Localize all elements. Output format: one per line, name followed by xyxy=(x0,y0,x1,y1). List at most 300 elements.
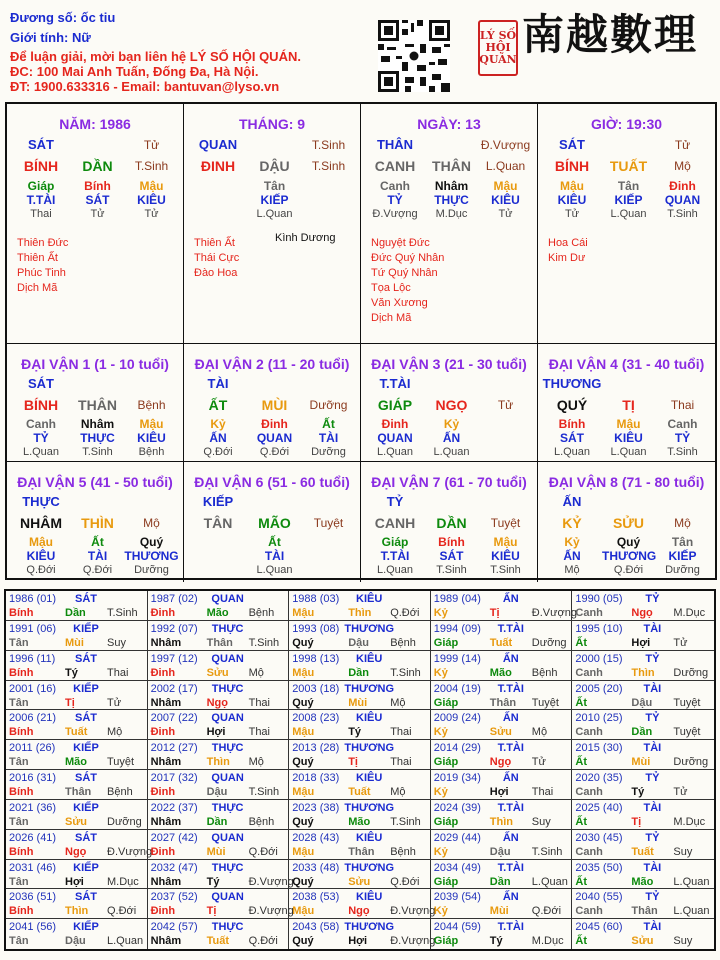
hidden-stage: Bệnh xyxy=(138,446,165,458)
year-stem: Canh xyxy=(575,666,603,679)
year-stem: Bính xyxy=(9,905,34,918)
year-label: 1998 (13) xyxy=(292,652,340,665)
year-stage: Bệnh xyxy=(248,607,275,619)
year-stage: Mộ xyxy=(107,726,123,739)
hidden-god: KIẾP xyxy=(260,193,289,207)
dai-van-3 xyxy=(361,344,538,462)
hidden-stage: T.Sinh xyxy=(667,446,698,458)
year-stage: T.Sinh xyxy=(390,666,421,679)
year-stem: Bính xyxy=(9,666,34,679)
year-stage: Suy xyxy=(531,815,551,828)
year-label: 1986 (01) xyxy=(9,593,57,605)
year-stem: Tân xyxy=(9,756,29,769)
hidden-stem: Giáp xyxy=(381,535,409,549)
year-stage: Mộ xyxy=(531,726,548,739)
year-stage: Đ.Vượng xyxy=(107,845,153,858)
year-stem: Canh xyxy=(575,607,603,619)
hidden-stem: Ất xyxy=(268,535,281,549)
year-label: 2039 (54) xyxy=(433,891,481,904)
year-ten-god: ẤN xyxy=(502,772,519,784)
year-cell xyxy=(6,860,148,890)
year-ten-god: KIẾP xyxy=(73,742,99,755)
year-branch: Hợi xyxy=(206,726,226,739)
year-branch: Dậu xyxy=(631,696,653,709)
year-stage: Q.Đới xyxy=(390,607,420,619)
year-stage: L.Quan xyxy=(673,875,710,888)
year-label: 2020 (35) xyxy=(575,772,623,784)
hidden-stem: Bính xyxy=(438,535,465,549)
year-ten-god: QUAN xyxy=(211,712,244,725)
year-ten-god: TÀI xyxy=(643,861,662,874)
hidden-god: T.TÀI xyxy=(26,193,56,207)
hidden-god: TÀI xyxy=(264,549,285,563)
dai-van-top-god: TỶ xyxy=(386,494,404,509)
star-list: Thiên Ất Thái Cực Đào Hoa xyxy=(194,237,240,279)
dai-van-branch: MÙI xyxy=(261,397,288,413)
year-ten-god: T.TÀI xyxy=(497,921,524,934)
year-branch: Mão xyxy=(65,756,87,769)
year-stem: Canh xyxy=(575,786,603,798)
year-branch: Dần xyxy=(631,726,653,739)
year-branch: Hợi xyxy=(489,786,509,798)
year-label: 2041 (56) xyxy=(9,921,57,934)
year-label: 2036 (51) xyxy=(9,891,57,904)
year-ten-god: TỶ xyxy=(645,772,660,784)
year-stem: Ất xyxy=(575,756,587,769)
year-stage: L.Quan xyxy=(673,905,710,918)
year-ten-god: THỰC xyxy=(211,682,244,695)
year-cell xyxy=(431,621,573,651)
year-label: 2042 (57) xyxy=(150,921,198,934)
year-branch: Tý xyxy=(65,666,78,679)
pillar-stage: T.Sinh xyxy=(134,159,169,173)
year-cell xyxy=(6,621,148,651)
pillar-top-stage: T.Sinh xyxy=(311,138,346,152)
year-branch: Tuất xyxy=(65,726,88,739)
year-label: 1990 (05) xyxy=(575,593,623,605)
year-label: 2015 (30) xyxy=(575,742,623,755)
year-ten-god: ẤN xyxy=(502,891,519,904)
year-branch: Tý xyxy=(348,726,362,739)
hidden-stage: L.Quan xyxy=(376,564,414,576)
year-stem: Bính xyxy=(9,726,34,739)
year-branch: Ngọ xyxy=(631,607,653,619)
dai-van-stage: Tử xyxy=(497,398,514,412)
dai-van-branch: THÌN xyxy=(81,515,114,531)
qr-code-icon[interactable] xyxy=(378,20,450,92)
star-list: Nguyệt Đức Đức Quý Nhân Tứ Quý Nhân Tọa Lộc Văn Xương Dịch Mã xyxy=(371,237,445,324)
year-stage: Suy xyxy=(673,845,693,858)
year-label: 2016 (31) xyxy=(9,772,57,784)
year-label: 2002 (17) xyxy=(150,682,198,695)
year-stage: Bệnh xyxy=(531,666,558,679)
hidden-stage: Dưỡng xyxy=(134,564,169,576)
hidden-god: ẤN xyxy=(563,549,581,563)
pillar-stem: CANH xyxy=(374,158,416,174)
star-list: Thiên Đức Thiên Ất Phúc Tinh Dịch Mã xyxy=(17,237,69,294)
hidden-god: KIẾP xyxy=(614,193,643,207)
year-branch: Mùi xyxy=(206,845,226,858)
pillar-title: NGÀY: 13 xyxy=(417,116,481,132)
year-ten-god: THƯƠNG xyxy=(344,921,395,934)
hidden-stem: Mậu xyxy=(616,417,641,431)
year-label: 1996 (11) xyxy=(9,652,56,665)
dai-van-stem: GIÁP xyxy=(377,397,413,413)
year-branch: Thìn xyxy=(489,815,514,828)
hidden-stage: Dưỡng xyxy=(665,564,700,576)
year-branch: Ngọ xyxy=(348,905,370,918)
hidden-stage: L.Quan xyxy=(610,446,647,458)
year-branch: Dậu xyxy=(348,636,369,649)
year-stage: M.Dục xyxy=(531,935,564,948)
year-ten-god: THƯƠNG xyxy=(344,622,395,635)
year-cell xyxy=(6,651,148,681)
dai-van-title: ĐẠI VẬN 3 (21 - 30 tuổi) xyxy=(371,356,527,372)
hidden-god: KIÊU xyxy=(137,431,166,445)
year-branch: Tị xyxy=(489,607,500,619)
year-stage: L.Quan xyxy=(107,935,144,948)
pillar-title: GIỜ: 19:30 xyxy=(590,116,663,132)
year-ten-god: TÀI xyxy=(643,742,662,755)
hidden-stem: Đinh xyxy=(669,179,696,193)
year-cell xyxy=(148,919,290,949)
year-branch: Tị xyxy=(348,756,358,769)
hidden-stem: Bính xyxy=(84,179,111,193)
year-branch: Hợi xyxy=(631,636,651,649)
hidden-stem: Mậu xyxy=(493,179,518,193)
year-branch: Tuất xyxy=(206,935,229,948)
year-stem: Tân xyxy=(9,875,29,888)
year-branch: Dậu xyxy=(65,935,86,948)
year-stem: Kỷ xyxy=(433,845,448,858)
year-cell xyxy=(572,621,714,651)
year-stage: Mộ xyxy=(390,786,406,798)
year-label: 2005 (20) xyxy=(575,682,623,695)
hidden-stem: Tân xyxy=(617,179,640,193)
year-cell xyxy=(289,919,436,949)
year-cell xyxy=(572,740,714,770)
year-ten-god: TÀI xyxy=(643,921,662,934)
star-negative: Kình Dương xyxy=(275,232,336,244)
year-branch: Mão xyxy=(206,607,229,619)
year-stem: Ất xyxy=(575,636,587,649)
year-ten-god: TÀI xyxy=(643,622,662,635)
year-label: 2029 (44) xyxy=(433,831,481,844)
hidden-god: KIÊU xyxy=(614,431,643,445)
year-stage: Tuyệt xyxy=(673,696,701,709)
year-ten-god: SÁT xyxy=(75,652,97,665)
year-stage: Thai xyxy=(390,756,412,769)
year-label: 2013 (28) xyxy=(292,742,340,755)
hidden-stage: T.Sinh xyxy=(667,208,698,220)
year-cell xyxy=(572,770,714,800)
hidden-god: TÀI xyxy=(318,431,339,445)
year-stage: Q.Đới xyxy=(107,905,137,918)
year-stage: Đ.Vượng xyxy=(390,905,436,918)
year-cell xyxy=(289,681,431,711)
year-cell xyxy=(572,860,714,890)
year-stem: Đinh xyxy=(150,607,176,619)
year-stem: Bính xyxy=(9,786,34,798)
dai-van-stage: Tuyệt xyxy=(490,516,521,530)
year-branch: Thân xyxy=(631,905,658,918)
hidden-god: KIÊU xyxy=(491,193,520,207)
hidden-stem: Canh xyxy=(667,417,698,431)
year-label: 1995 (10) xyxy=(575,622,623,635)
hidden-stem: Canh xyxy=(26,417,56,431)
year-cell xyxy=(431,830,573,860)
year-label: 1988 (03) xyxy=(292,593,340,605)
year-cell xyxy=(431,740,573,770)
year-branch: Thìn xyxy=(65,905,89,918)
hidden-stem: Quý xyxy=(139,535,164,549)
hidden-stage: L.Quan xyxy=(256,564,293,576)
year-ten-god: SÁT xyxy=(75,593,97,605)
year-ten-god: ẤN xyxy=(502,831,519,844)
hidden-stem: Đinh xyxy=(261,417,288,431)
year-label: 2000 (15) xyxy=(575,652,623,665)
year-stage: L.Quan xyxy=(531,875,568,888)
dai-van-5 xyxy=(7,462,184,582)
year-cell xyxy=(572,800,714,830)
year-branch: Dần xyxy=(65,607,86,619)
year-branch: Sửu xyxy=(65,815,88,828)
dai-van-top-god: THƯƠNG xyxy=(542,376,602,391)
year-label: 2018 (33) xyxy=(292,772,340,784)
hidden-god: KIẾP xyxy=(668,549,697,563)
year-ten-god: THƯƠNG xyxy=(344,682,395,695)
hidden-god: KIÊU xyxy=(557,193,587,207)
year-cell xyxy=(572,889,714,919)
year-stem: Đinh xyxy=(150,786,176,798)
pillar-stage: L.Quan xyxy=(485,159,526,173)
hidden-stem: Mậu xyxy=(139,417,164,431)
hidden-stage: Tử xyxy=(144,208,159,220)
pillar-hour xyxy=(538,104,715,344)
year-label: 2027 (42) xyxy=(150,831,198,844)
year-label: 2008 (23) xyxy=(292,712,340,725)
year-stage: Tuyệt xyxy=(107,756,135,769)
hidden-stem: Giáp xyxy=(27,179,55,193)
year-branch: Ngọ xyxy=(65,845,87,858)
year-cell xyxy=(148,651,290,681)
hidden-stage: Q.Đới xyxy=(82,564,113,576)
year-stage: Đ.Vượng xyxy=(248,875,294,888)
hidden-stage: Q.Đới xyxy=(26,564,56,576)
year-branch: Mùi xyxy=(65,636,84,649)
year-cell xyxy=(6,800,148,830)
year-stem: Giáp xyxy=(433,756,459,769)
year-ten-god: THƯƠNG xyxy=(344,801,395,814)
year-stem: Giáp xyxy=(433,815,459,828)
year-branch: Mão xyxy=(348,815,371,828)
year-cell xyxy=(431,591,577,621)
year-branch: Tý xyxy=(206,875,220,888)
year-branch: Hợi xyxy=(348,935,368,948)
hidden-stage: T.Sinh xyxy=(82,446,113,458)
year-stage: Tử xyxy=(673,636,688,649)
year-cell xyxy=(6,919,148,949)
hidden-stage: L.Quan xyxy=(433,446,470,458)
owner-line: Đương số: ốc tiu xyxy=(10,10,116,25)
year-stem: Nhâm xyxy=(150,875,182,888)
year-ten-god: THỰC xyxy=(211,742,244,755)
hidden-god: QUAN xyxy=(256,431,293,445)
year-label: 1997 (12) xyxy=(150,652,198,665)
pillar-branch: DẬU xyxy=(259,158,290,174)
year-cell xyxy=(572,651,714,681)
year-stage: Bệnh xyxy=(248,815,275,828)
year-label: 2045 (60) xyxy=(575,921,623,934)
hidden-stage: T.Sinh xyxy=(436,564,467,576)
year-stem: Giáp xyxy=(433,636,459,649)
year-label: 2038 (53) xyxy=(292,891,340,904)
year-stem: Giáp xyxy=(433,696,459,709)
year-cell xyxy=(572,710,714,740)
year-cell xyxy=(431,800,573,830)
year-ten-god: TỶ xyxy=(645,891,660,904)
dai-van-branch: SỬU xyxy=(612,515,645,531)
year-ten-god: T.TÀI xyxy=(497,801,524,814)
dai-van-stem: NHÂM xyxy=(20,515,62,531)
dai-van-stage: Mộ xyxy=(674,516,691,530)
year-stage: M.Dục xyxy=(107,875,139,888)
pillar-year xyxy=(7,104,184,344)
annual-luck-table xyxy=(4,589,716,951)
year-label: 2019 (34) xyxy=(433,772,481,784)
year-stem: Tân xyxy=(9,696,29,709)
year-stem: Mậu xyxy=(292,845,315,858)
pillar-stem: ĐINH xyxy=(200,158,236,174)
year-branch: Tý xyxy=(631,786,645,798)
year-ten-god: TÀI xyxy=(643,801,662,814)
year-stem: Quý xyxy=(292,636,314,649)
year-cell xyxy=(431,889,573,919)
hidden-god: SÁT xyxy=(85,193,110,207)
year-cell xyxy=(289,889,436,919)
year-ten-god: SÁT xyxy=(75,831,97,844)
hidden-stage: Tử xyxy=(90,208,105,220)
year-label: 2024 (39) xyxy=(433,801,481,814)
year-ten-god: TỶ xyxy=(645,652,660,665)
year-ten-god: QUAN xyxy=(211,772,244,784)
year-ten-god: KIẾP xyxy=(73,682,99,695)
year-label: 2044 (59) xyxy=(433,921,481,934)
year-ten-god: THƯƠNG xyxy=(344,861,395,874)
year-branch: Thân xyxy=(348,845,375,858)
year-stage: Dưỡng xyxy=(673,666,709,679)
year-ten-god: KIÊU xyxy=(356,772,383,784)
year-label: 2026 (41) xyxy=(9,831,57,844)
dai-van-branch: THÂN xyxy=(78,397,117,413)
dai-van-title: ĐẠI VẬN 2 (11 - 20 tuổi) xyxy=(194,356,350,372)
year-label: 2032 (47) xyxy=(150,861,198,874)
contact-line: Để luận giải, mời bạn liên hệ LÝ SỐ HỘI QUÁN. xyxy=(10,49,301,64)
year-cell xyxy=(289,621,431,651)
year-stage: Bệnh xyxy=(107,786,133,798)
year-ten-god: KIÊU xyxy=(356,593,383,605)
year-branch: Sửu xyxy=(631,935,654,948)
year-branch: Dần xyxy=(489,875,511,888)
year-cell xyxy=(572,830,714,860)
year-branch: Tuất xyxy=(489,636,513,649)
hidden-stem: Kỷ xyxy=(210,417,226,431)
hidden-god: SÁT xyxy=(560,431,584,445)
year-label: 1992 (07) xyxy=(150,622,198,635)
year-ten-god: ẤN xyxy=(502,712,519,725)
year-ten-god: TỶ xyxy=(645,712,660,725)
hidden-stem: Kỷ xyxy=(443,417,460,431)
year-label: 1987 (02) xyxy=(150,593,198,605)
hidden-stage: L.Quan xyxy=(376,446,414,458)
pillar-top-stage: Tử xyxy=(143,138,160,152)
year-cell xyxy=(6,889,148,919)
year-branch: Dần xyxy=(348,666,369,679)
year-branch: Dậu xyxy=(489,845,511,858)
year-label: 2012 (27) xyxy=(150,742,198,755)
year-label: 2021 (36) xyxy=(9,801,57,814)
year-stem: Quý xyxy=(292,875,314,888)
year-ten-god: SÁT xyxy=(75,891,97,904)
year-stage: Bệnh xyxy=(390,636,416,649)
hidden-stem: Mậu xyxy=(139,179,164,193)
dai-van-top-god: ẤN xyxy=(562,494,582,509)
dai-van-stem: TÂN xyxy=(203,515,233,531)
hidden-stage: M.Dục xyxy=(435,208,468,220)
year-branch: Sửu xyxy=(206,666,229,679)
year-stage: Q.Đới xyxy=(248,845,278,858)
year-cell xyxy=(148,621,290,651)
year-stem: Mậu xyxy=(292,905,315,918)
pillar-top-god: THÂN xyxy=(376,137,414,152)
year-ten-god: KIÊU xyxy=(356,831,383,844)
year-stem: Đinh xyxy=(150,905,176,918)
year-label: 2003 (18) xyxy=(292,682,340,695)
pillar-stage: T.Sinh xyxy=(311,159,346,173)
year-cell xyxy=(148,889,294,919)
year-branch: Ngọ xyxy=(489,756,512,769)
year-stem: Canh xyxy=(575,845,603,858)
year-stem: Giáp xyxy=(433,935,459,948)
dai-van-top-god: THỰC xyxy=(22,494,60,509)
year-cell xyxy=(148,860,294,890)
year-cell xyxy=(289,710,431,740)
year-label: 1991 (06) xyxy=(9,622,57,635)
gender-line: Giới tính: Nữ xyxy=(10,30,91,45)
year-label: 2007 (22) xyxy=(150,712,198,725)
year-cell xyxy=(6,710,148,740)
year-cell xyxy=(6,740,148,770)
year-stem: Đinh xyxy=(150,845,176,858)
hidden-god: KIÊU xyxy=(137,193,166,207)
year-stage: Bệnh xyxy=(390,845,416,858)
year-stage: T.Sinh xyxy=(531,845,563,858)
hidden-god: ẤN xyxy=(209,431,227,445)
year-ten-god: QUAN xyxy=(211,652,244,665)
pillar-top-stage: Đ.Vượng xyxy=(480,138,531,152)
hidden-god: TỶ xyxy=(387,193,403,207)
year-stem: Quý xyxy=(292,815,314,828)
dai-van-stage: Tuyệt xyxy=(313,516,344,530)
pillar-stem: BÍNH xyxy=(554,158,590,174)
dai-van-top-god: SÁT xyxy=(28,376,54,391)
year-stage: Đ.Vượng xyxy=(248,905,294,918)
year-ten-god: QUAN xyxy=(211,831,244,844)
year-stem: Bính xyxy=(9,607,34,619)
year-stage: Thai xyxy=(390,726,412,739)
hidden-stage: L.Quan xyxy=(553,446,591,458)
year-ten-god: THƯƠNG xyxy=(344,742,395,755)
